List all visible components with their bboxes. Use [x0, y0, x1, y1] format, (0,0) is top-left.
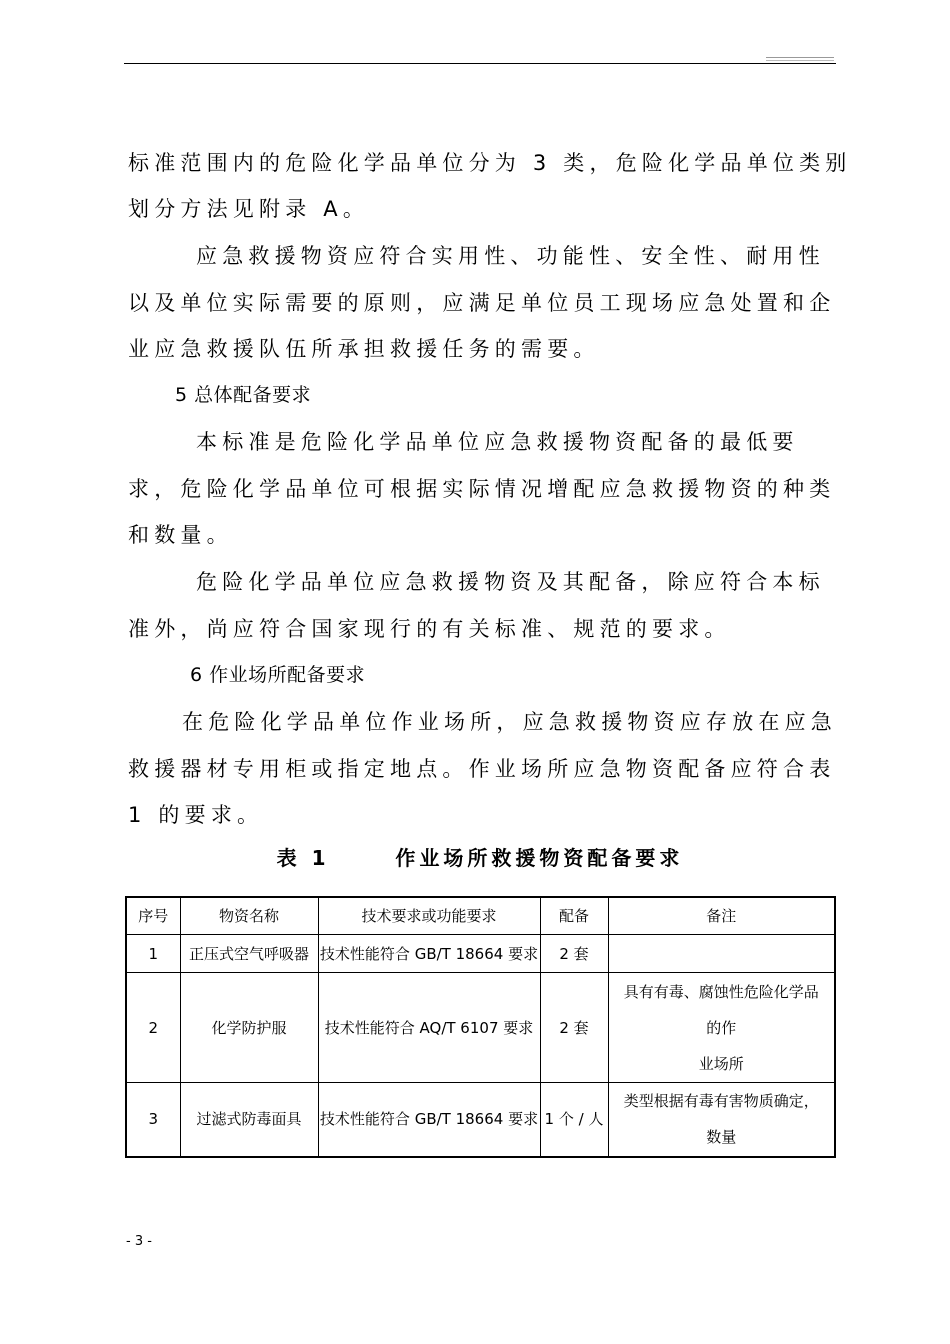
cell-name: 过滤式防毒面具	[180, 1083, 318, 1157]
paragraph-line: 应急救援物资应符合实用性、功能性、安全性、耐用性	[196, 244, 825, 268]
cell-name: 正压式空气呼吸器	[180, 935, 318, 973]
table-row	[126, 935, 835, 973]
paragraph-line: 救援器材专用柜或指定地点。作业场所应急物资配备应符合表	[128, 757, 836, 781]
page-number: - 3 -	[126, 1234, 152, 1249]
paragraph-line: 准外，尚应符合国家现行的有关标准、规范的要求。	[128, 617, 731, 641]
paragraph-line: 本标准是危险化学品单位应急救援物资配备的最低要	[196, 430, 799, 454]
paragraph-line: 在危险化学品单位作业场所，应急救援物资应存放在应急	[182, 710, 837, 734]
cell-qty: 2 套	[540, 973, 608, 1083]
note-line: 数量	[706, 1128, 737, 1147]
header-rule	[124, 63, 836, 64]
cell-qty: 1 个 / 人	[540, 1083, 608, 1157]
header-qty: 配备	[540, 897, 608, 935]
note-line: 的作	[706, 1018, 737, 1037]
header-name: 物资名称	[180, 897, 318, 935]
note-line: 业场所	[698, 1054, 744, 1073]
paragraph-line: 业应急救援队伍所承担救援任务的需要。	[128, 337, 600, 361]
header-tech: 技术要求或功能要求	[318, 897, 540, 935]
requirements-table	[125, 896, 836, 1158]
header-no: 序号	[126, 897, 180, 935]
section-heading-6: 6 作业场所配备要求	[190, 664, 366, 686]
cell-note	[608, 1083, 835, 1157]
cell-note	[608, 973, 835, 1083]
paragraph-line: 求，危险化学品单位可根据实际情况增配应急救援物资的种类	[128, 477, 836, 501]
paragraph-line: 和数量。	[128, 523, 233, 547]
paragraph-line: 划分方法见附录 A。	[128, 197, 370, 221]
header-mark	[766, 57, 834, 58]
paragraph-line: 危险化学品单位应急救援物资及其配备，除应符合本标	[196, 570, 825, 594]
header-note: 备注	[608, 897, 835, 935]
section-heading-5: 5 总体配备要求	[175, 384, 312, 406]
header-mark-secondary	[766, 60, 834, 61]
cell-name: 化学防护服	[180, 973, 318, 1083]
cell-no: 3	[126, 1083, 180, 1157]
cell-no: 2	[126, 973, 180, 1083]
cell-tech: 技术性能符合 AQ/T 6107 要求	[318, 973, 540, 1083]
note-line: 具有有毒、腐蚀性危险化学品	[623, 982, 819, 1001]
paragraph-line: 以及单位实际需要的原则，应满足单位员工现场应急处置和企	[128, 291, 836, 315]
table-header-row	[126, 897, 835, 935]
table-row	[126, 973, 835, 1083]
cell-tech: 技术性能符合 GB/T 18664 要求	[318, 1083, 540, 1157]
table-title: 表 1 作业场所救援物资配备要求	[276, 846, 684, 870]
cell-qty: 2 套	[540, 935, 608, 973]
table-row	[126, 1083, 835, 1157]
paragraph-line: 标准范围内的危险化学品单位分为 3 类，危险化学品单位类别	[128, 151, 852, 175]
cell-no: 1	[126, 935, 180, 973]
cell-note	[608, 935, 835, 973]
paragraph-line: 1 的要求。	[128, 803, 264, 827]
cell-tech: 技术性能符合 GB/T 18664 要求	[318, 935, 540, 973]
note-line: 类型根据有毒有害物质确定，	[623, 1092, 819, 1111]
